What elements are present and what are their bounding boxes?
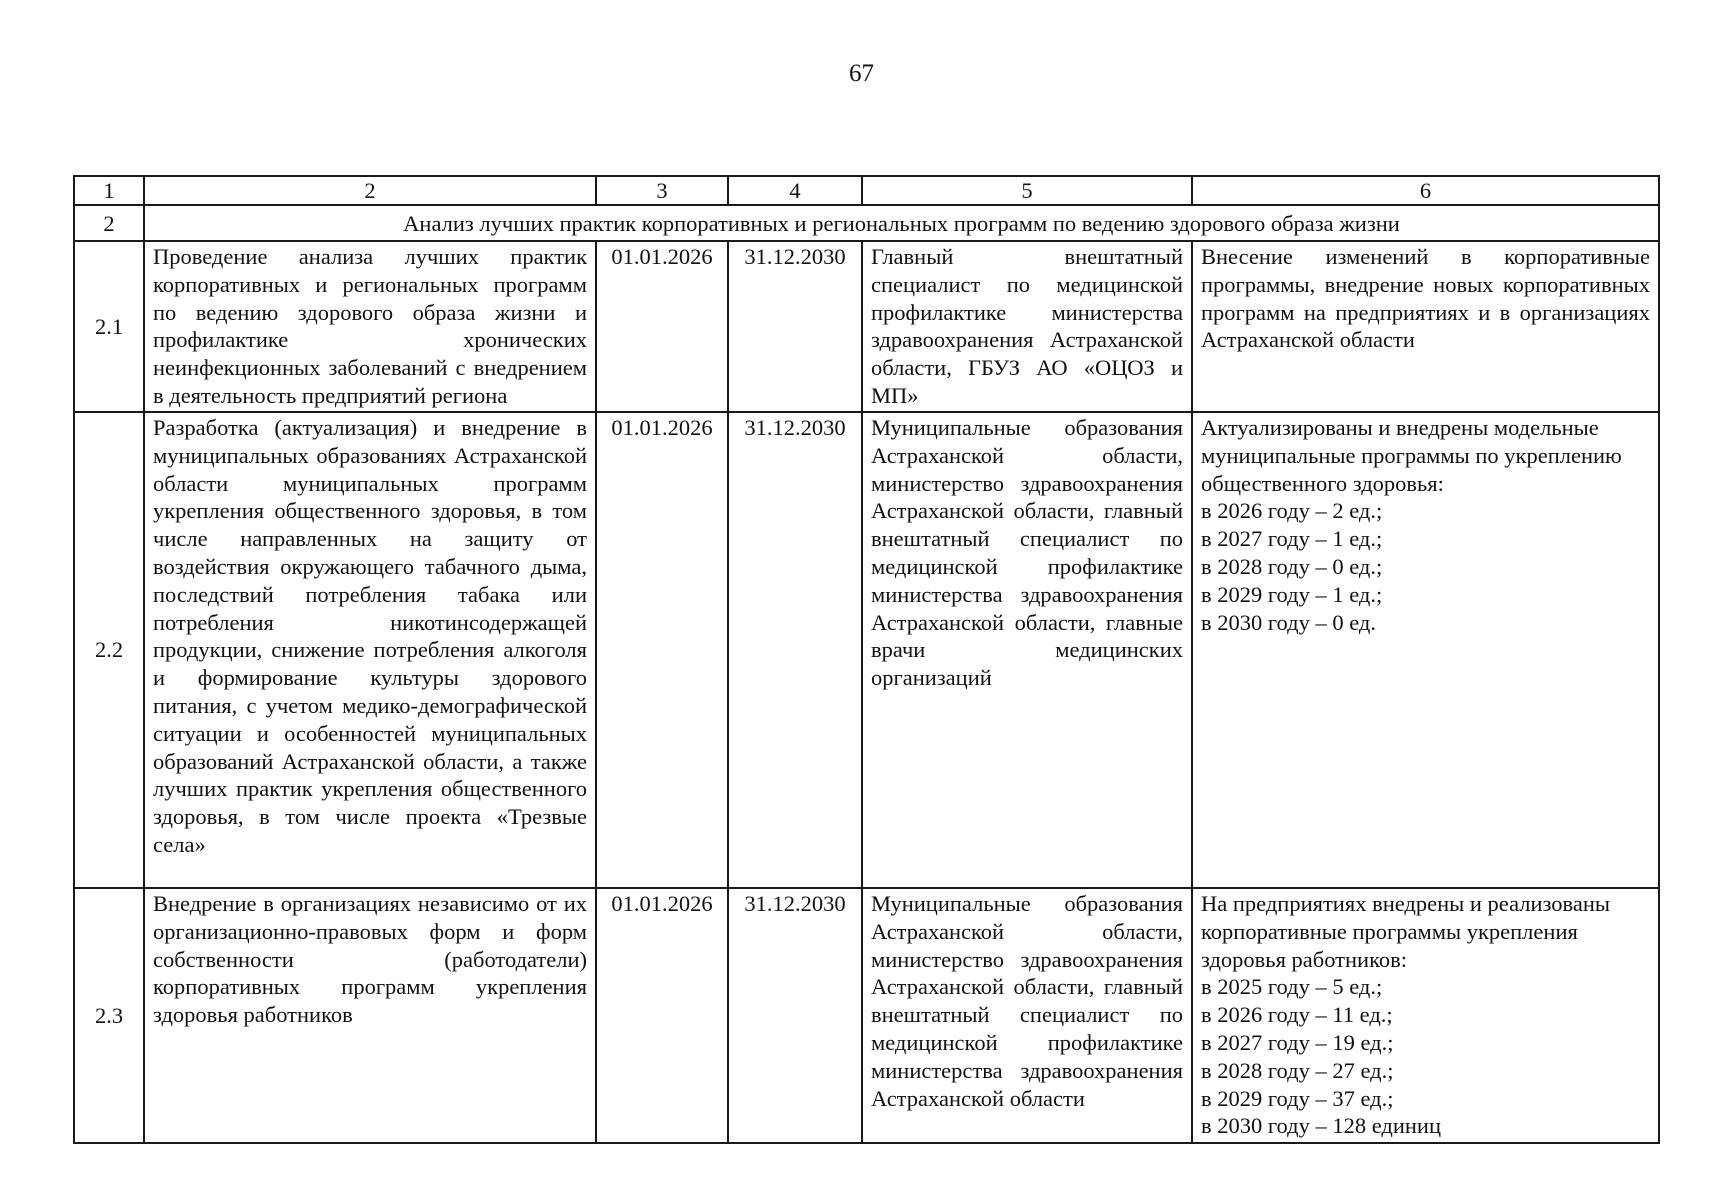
result-item: в 2027 году – 19 ед.;	[1201, 1029, 1394, 1055]
result-item: в 2025 году – 5 ед.;	[1201, 974, 1383, 1000]
row-number: 2.3	[74, 888, 144, 1143]
result-item: в 2030 году – 0 ед.	[1201, 609, 1376, 635]
result-item: в 2029 году – 37 ед.;	[1201, 1085, 1394, 1111]
activities-table	[73, 175, 1660, 1144]
result-item: в 2026 году – 2 ед.;	[1201, 498, 1383, 524]
column-header: 1	[74, 176, 144, 205]
start-date-cell: 01.01.2026	[596, 412, 728, 888]
row-number: 2.1	[74, 241, 144, 412]
responsible-cell: Муниципальные образования Астраханской области, министерство здравоохранения Астраханской области, главный внештатный специалист по медицинской профилактике министерства здравоохранения Астраханской области, главные врачи медицинских организаций	[862, 412, 1192, 888]
activity-cell: Проведение анализа лучших практик корпоративных и региональных программ по ведению здорового образа жизни и профилактике хронических неинфекционных заболеваний с внедрением в деятельность предприятий региона	[144, 241, 596, 412]
table-row	[74, 412, 1659, 888]
result-item: в 2030 году – 128 единиц	[1201, 1113, 1442, 1139]
section-number: 2	[74, 205, 144, 241]
result-item: в 2028 году – 0 ед.;	[1201, 553, 1383, 579]
result-intro: На предприятиях внедрены и реализованы корпоративные программы укрепления здоровья работников:	[1201, 891, 1610, 972]
result-cell	[1192, 888, 1659, 1143]
section-row	[74, 205, 1659, 241]
column-header: 4	[728, 176, 862, 205]
column-header: 6	[1192, 176, 1659, 205]
end-date-cell: 31.12.2030	[728, 888, 862, 1143]
result-cell: Внесение изменений в корпоративные программы, внедрение новых корпоративных программ на предприятиях и в организациях Астраханской области	[1192, 241, 1659, 412]
result-intro: Актуализированы и внедрены модельные муниципальные программы по укреплению общественного здоровья:	[1201, 415, 1622, 496]
column-header: 3	[596, 176, 728, 205]
end-date-cell: 31.12.2030	[728, 241, 862, 412]
end-date-cell: 31.12.2030	[728, 412, 862, 888]
column-number-row	[74, 176, 1659, 205]
result-item: в 2026 году – 11 ед.;	[1201, 1002, 1393, 1028]
section-title: Анализ лучших практик корпоративных и региональных программ по ведению здорового образа жизни	[144, 205, 1659, 241]
responsible-cell: Муниципальные образования Астраханской области, министерство здравоохранения Астраханской области, главный внештатный специалист по медицинской профилактике министерства здравоохранения Астраханской области	[862, 888, 1192, 1143]
result-item: в 2029 году – 1 ед.;	[1201, 581, 1383, 607]
activity-cell: Разработка (актуализация) и внедрение в муниципальных образованиях Астраханской области муниципальных программ укрепления общественного здоровья, в том числе направленных на защиту от воздействия окружающего табачного дыма, последствий потребления табака или потребления никотинсодержащей продукции, снижение потребления алкоголя и формирование культуры здорового питания, с учетом медико-демографической ситуации и особенностей муниципальных образований Астраханской области, а также лучших практик укрепления общественного здоровья, в том числе проекта «Трезвые села»	[144, 412, 596, 888]
result-item: в 2028 году – 27 ед.;	[1201, 1057, 1394, 1083]
responsible-cell: Главный внештатный специалист по медицинской профилактике министерства здравоохранения Астраханской области, ГБУЗ АО «ОЦОЗ и МП»	[862, 241, 1192, 412]
result-cell	[1192, 412, 1659, 888]
table-row	[74, 888, 1659, 1143]
start-date-cell: 01.01.2026	[596, 888, 728, 1143]
activity-cell: Внедрение в организациях независимо от их организационно-правовых форм и форм собственности (работодатели) корпоративных программ укрепления здоровья работников	[144, 888, 596, 1143]
start-date-cell: 01.01.2026	[596, 241, 728, 412]
column-header: 5	[862, 176, 1192, 205]
result-item: в 2027 году – 1 ед.;	[1201, 526, 1383, 552]
column-header: 2	[144, 176, 596, 205]
row-number: 2.2	[74, 412, 144, 888]
table-row	[74, 241, 1659, 412]
page-number: 67	[849, 60, 874, 87]
